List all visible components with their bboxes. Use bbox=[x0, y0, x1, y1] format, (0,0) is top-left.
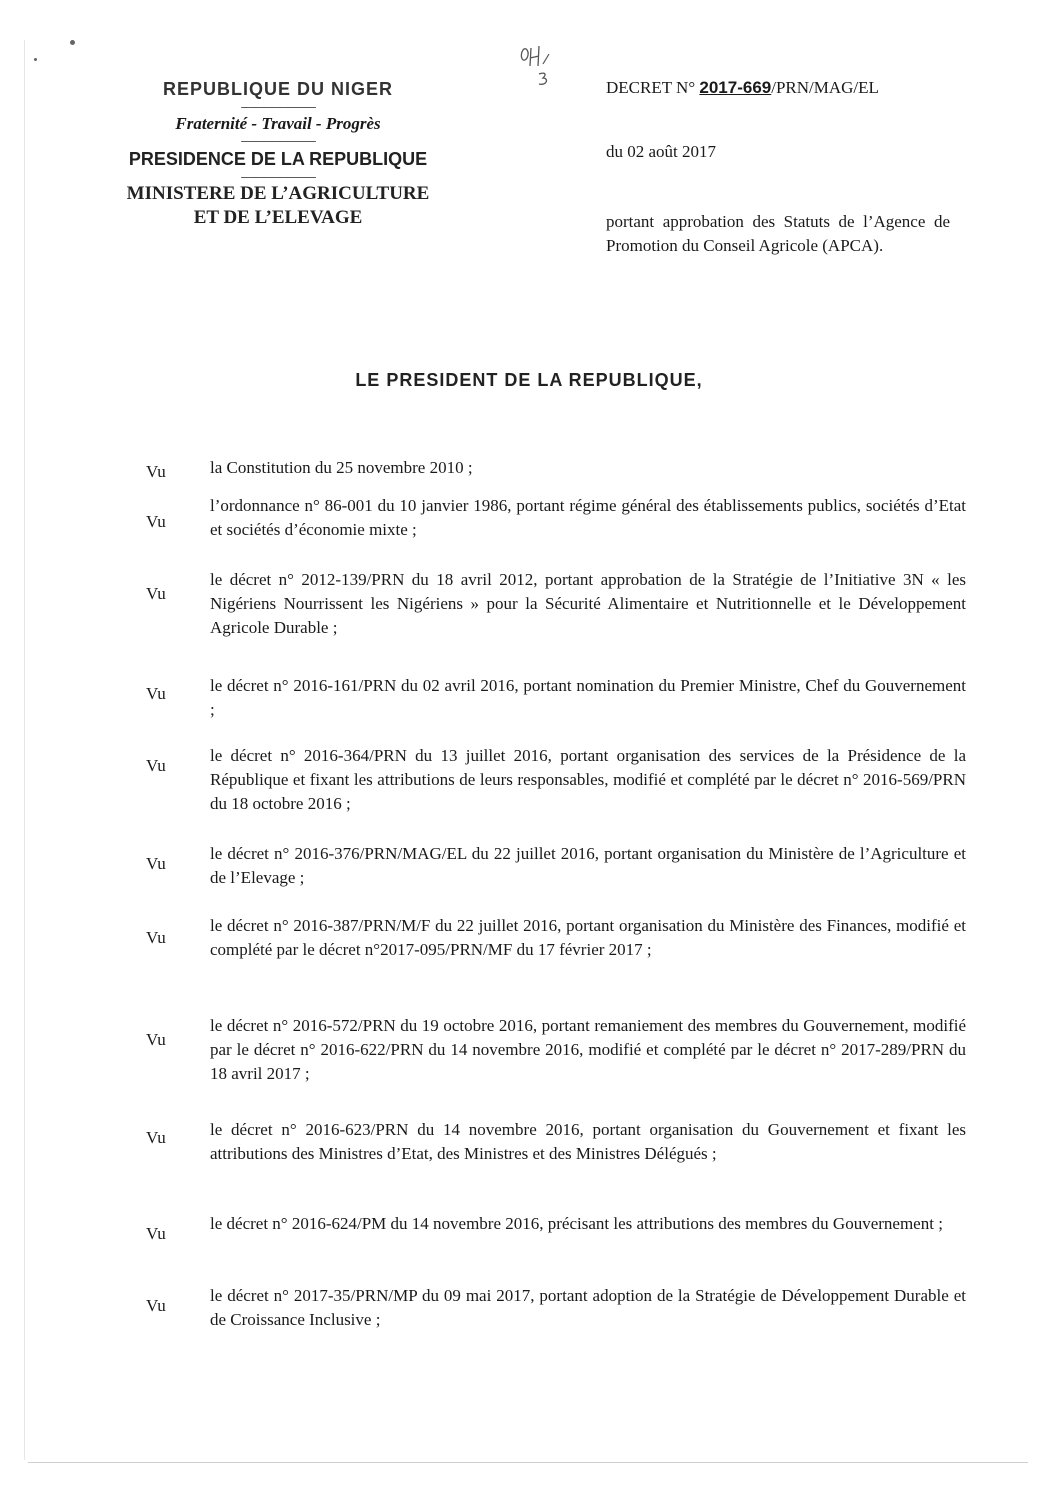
ministry-line-1: MINISTERE DE L’AGRICULTURE bbox=[126, 183, 430, 204]
consideration-text: le décret n° 2016-572/PRN du 19 octobre 2016, portant remaniement des membres du Gouvernement, modifié par le décret n° 2016-622/PRN du 14 novembre 2016, modifié et complété par le décret n° 2017-289/PRN du 18 avril 2017 ; bbox=[210, 1016, 966, 1083]
consideration-text: le décret n° 2016-387/PRN/M/F du 22 juillet 2016, portant organisation du Ministère des Finances, modifié et complété par le décret n°2017-095/PRN/MF du 17 février 2017 ; bbox=[210, 916, 966, 959]
consideration-text: la Constitution du 25 novembre 2010 ; bbox=[210, 458, 473, 477]
vu-label: Vu bbox=[146, 854, 166, 873]
separator: ---------------------------- bbox=[240, 136, 316, 146]
decree-prefix: DECRET N° bbox=[606, 78, 696, 97]
vu-label: Vu bbox=[146, 1296, 166, 1315]
vu-label: Vu bbox=[146, 1224, 166, 1243]
separator: ---------------------------- bbox=[240, 102, 316, 112]
consideration-text: le décret n° 2016-623/PRN du 14 novembre 2016, portant organisation du Gouvernement et fixant les attributions des Ministres d’Etat, des Ministres et des Ministres Délégués ; bbox=[210, 1120, 966, 1163]
vu-label: Vu bbox=[146, 928, 166, 947]
consideration-text: l’ordonnance n° 86-001 du 10 janvier 1986, portant régime général des établissements publics, sociétés d’Etat et sociétés d’économie mixte ; bbox=[210, 496, 966, 539]
president-heading: LE PRESIDENT DE LA REPUBLIQUE, bbox=[355, 370, 703, 390]
republic-title: REPUBLIQUE DU NIGER bbox=[162, 79, 394, 99]
consideration-text: le décret n° 2016-364/PRN du 13 juillet 2016, portant organisation des services de la Présidence de la République et fixant les attributions de leurs responsables, modifié et complété par le décret n° 2016-569/PRN du 18 octobre 2016 ; bbox=[210, 746, 966, 813]
vu-label: Vu bbox=[146, 1128, 166, 1147]
decree-number: 2017-669 bbox=[699, 78, 772, 97]
consideration-text: le décret n° 2016-624/PM du 14 novembre 2016, précisant les attributions des membres du Gouvernement ; bbox=[210, 1214, 943, 1233]
presidency-title: PRESIDENCE DE LA REPUBLIQUE bbox=[128, 149, 428, 169]
national-motto: Fraternité - Travail - Progrès bbox=[175, 114, 381, 133]
vu-label: Vu bbox=[146, 756, 166, 775]
vu-label: Vu bbox=[146, 584, 166, 603]
vu-label: Vu bbox=[146, 512, 166, 531]
vu-label: Vu bbox=[146, 684, 166, 703]
vu-label: Vu bbox=[146, 1030, 166, 1049]
consideration-text: le décret n° 2016-376/PRN/MAG/EL du 22 juillet 2016, portant organisation du Ministère de l’Agriculture et de l’Elevage ; bbox=[210, 844, 966, 887]
ministry-line-2: ET DE L’ELEVAGE bbox=[193, 207, 363, 228]
separator: ---------------------------- bbox=[240, 172, 316, 182]
consideration-text: le décret n° 2012-139/PRN du 18 avril 2012, portant approbation de la Stratégie de l’Initiative 3N « les Nigériens Nourrissent les Nigériens » pour la Sécurité Alimentaire et Nutritionnelle et le Développement Agricole Durable ; bbox=[210, 570, 966, 637]
decree-subject: portant approbation des Statuts de l’Agence de Promotion du Conseil Agricole (APCA). bbox=[606, 212, 950, 255]
consideration-text: le décret n° 2016-161/PRN du 02 avril 2016, portant nomination du Premier Ministre, Chef du Gouvernement ; bbox=[210, 676, 966, 719]
consideration-text: le décret n° 2017-35/PRN/MP du 09 mai 2017, portant adoption de la Stratégie de Développement Durable et de Croissance Inclusive ; bbox=[210, 1286, 966, 1329]
vu-label: Vu bbox=[146, 462, 166, 481]
decree-suffix: /PRN/MAG/EL bbox=[771, 78, 879, 97]
decree-date: du 02 août 2017 bbox=[606, 142, 717, 161]
